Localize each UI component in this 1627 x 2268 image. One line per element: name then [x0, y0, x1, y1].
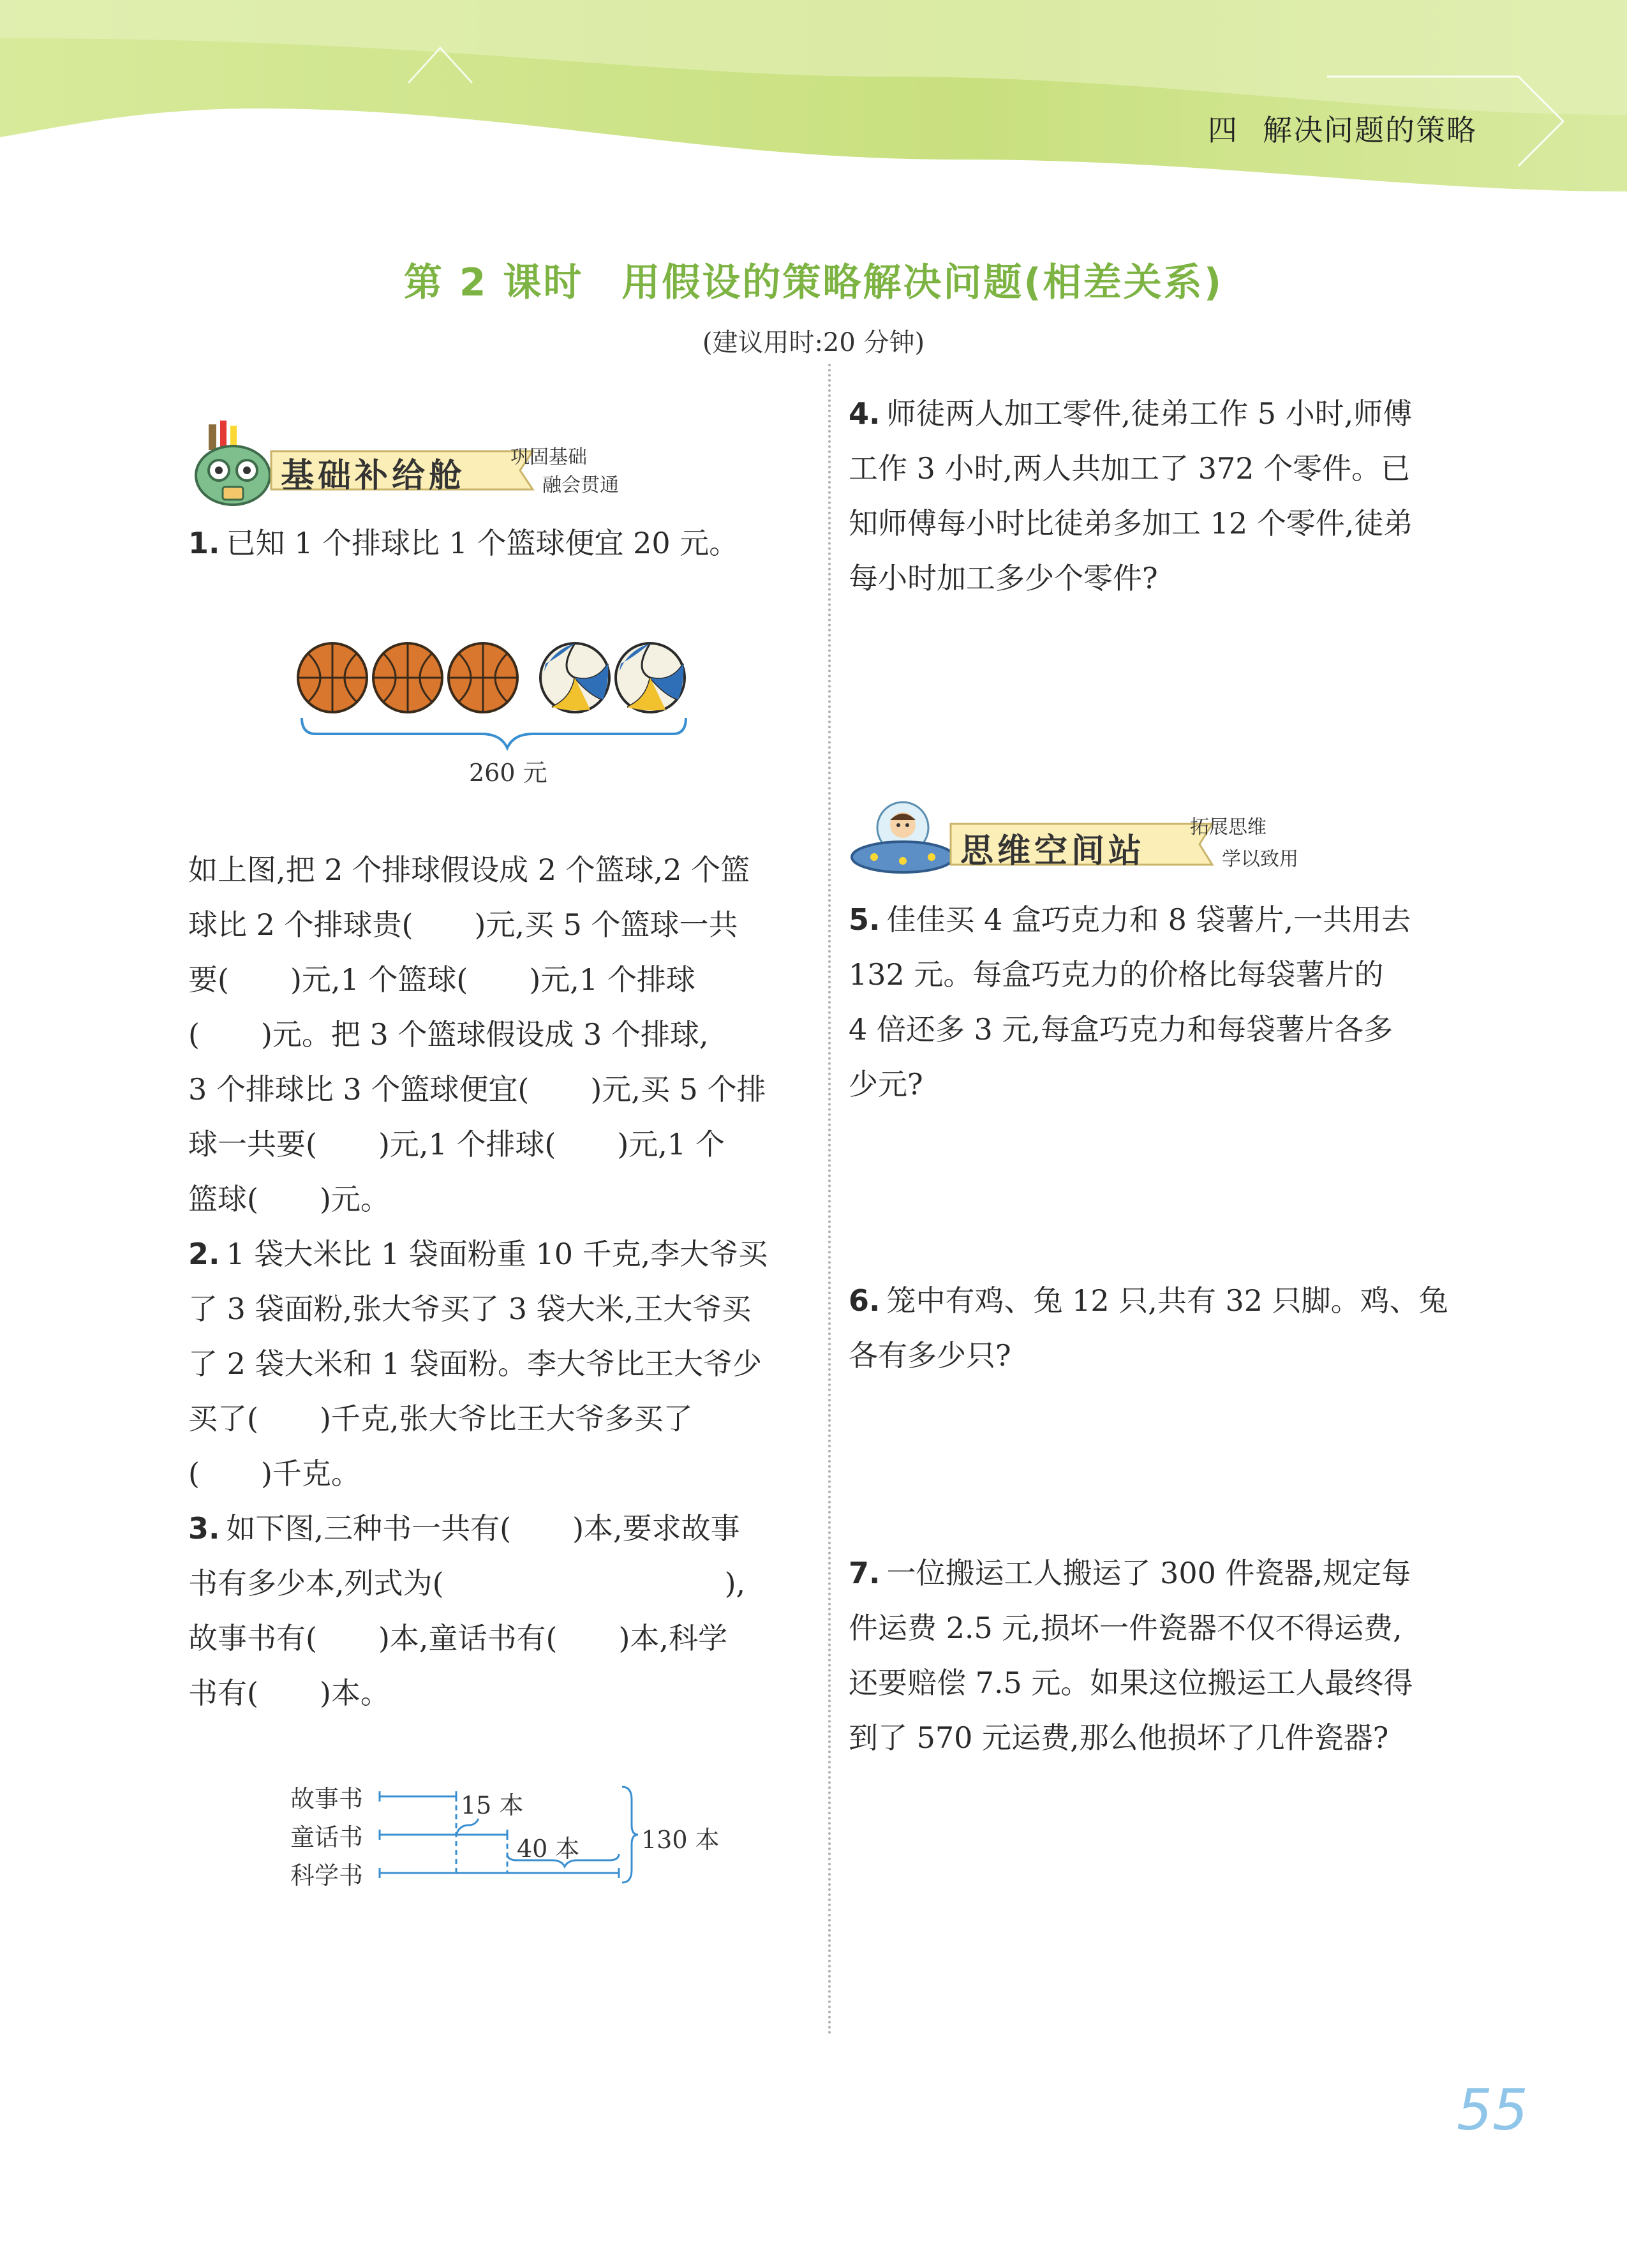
section-title-extend: 思维空间站 — [960, 832, 1146, 870]
question-1-stem — [188, 516, 814, 571]
question-7 — [849, 1546, 1474, 1765]
book-label-fairytales: 童话书 — [290, 1823, 364, 1851]
diff-label-40: 40 本 — [517, 1835, 580, 1863]
question-text: 已知 1 个排球比 1 个篮球便宜 20 元。 — [226, 526, 739, 560]
q5-line: 4 倍还多 3 元,每盒巧克力和每袋薯片各多 — [849, 1012, 1393, 1047]
section-title-basic: 基础补给舱 — [281, 457, 466, 495]
header-wave-band — [0, 0, 1627, 211]
question-number: 1. — [188, 526, 220, 560]
robot-mascot-icon — [188, 418, 278, 507]
q3-line: 书有多少本,列式为( ), — [188, 1566, 746, 1600]
chapter-number: 四 — [1208, 113, 1238, 147]
volleyball-icon — [540, 643, 609, 712]
q3-line: 书有( )本。 — [188, 1676, 390, 1710]
q1-line: 球比 2 个排球贵( )元,买 5 个篮球一共 — [188, 907, 738, 942]
lesson-number: 第 2 课时 — [403, 260, 584, 305]
q1-line: 如上图,把 2 个排球假设成 2 个篮球,2 个篮 — [188, 853, 750, 887]
question-3 — [188, 1501, 814, 1720]
total-price-label: 260 元 — [469, 759, 547, 787]
total-brace — [302, 718, 686, 748]
basketball-icon — [373, 643, 442, 712]
book-label-science: 科学书 — [290, 1861, 364, 1890]
lesson-title — [0, 252, 1627, 307]
q1-line: 3 个排球比 3 个篮球便宜( )元,买 5 个排 — [188, 1072, 766, 1107]
basketball-icon — [449, 643, 517, 712]
basketball-icon — [298, 643, 367, 712]
q2-line: 2. 1 袋大米比 1 袋面粉重 10 千克,李大爷买 — [188, 1237, 768, 1271]
q4-line: 工作 3 小时,两人共加工了 372 个零件。已 — [849, 451, 1411, 486]
q2-line: 了 3 袋面粉,张大爷买了 3 袋大米,王大爷买 — [188, 1292, 752, 1326]
q5-line: 5. 佳佳买 4 盒巧克力和 8 袋薯片,一共用去 — [849, 902, 1411, 937]
section-subtitle-2: 融会贯通 — [542, 474, 619, 496]
section-subtitle-1: 巩固基础 — [510, 446, 587, 468]
book-label-stories: 故事书 — [290, 1785, 364, 1813]
chapter-title: 解决问题的策略 — [1263, 113, 1477, 147]
page-number: 55 — [1457, 2077, 1528, 2143]
q6-line: 6. 笼中有鸡、兔 12 只,共有 32 只脚。鸡、兔 — [849, 1283, 1448, 1318]
suggested-time: (建议用时:20 分钟) — [702, 328, 925, 357]
q1-line: 篮球( )元。 — [188, 1182, 390, 1216]
question-6 — [849, 1273, 1474, 1383]
q7-line: 件运费 2.5 元,损坏一件瓷器不仅不得运费, — [849, 1611, 1402, 1645]
q1-line: 球一共要( )元,1 个排球( )元,1 个 — [188, 1127, 725, 1161]
question-5 — [849, 892, 1474, 1112]
question-4 — [849, 386, 1474, 606]
q5-line: 132 元。每盒巧克力的价格比每袋薯片的 — [849, 957, 1384, 992]
q5-line: 少元? — [849, 1067, 923, 1101]
q7-line: 7. 一位搬运工人搬运了 300 件瓷器,规定每 — [849, 1556, 1411, 1590]
diff-label-15: 15 本 — [461, 1791, 524, 1819]
q4-line: 知师傅每小时比徒弟多加工 12 个零件,徒弟 — [849, 506, 1413, 541]
q3-line: 3. 如下图,三种书一共有( )本,要求故事 — [188, 1511, 740, 1546]
q4-line: 每小时加工多少个零件? — [849, 561, 1158, 595]
section-subtitle-2: 学以致用 — [1222, 848, 1298, 870]
section-badge-extend — [849, 795, 1359, 890]
lesson-topic: 用假设的策略解决问题(相差关系) — [621, 260, 1224, 305]
q1-line: 要( )元,1 个篮球( )元,1 个排球 — [188, 962, 695, 997]
question-1-body — [188, 842, 814, 1227]
question-2 — [188, 1227, 814, 1501]
chapter-heading — [1208, 107, 1477, 149]
q3-line: 故事书有( )本,童话书有( )本,科学 — [188, 1621, 728, 1655]
q6-line: 各有多少只? — [849, 1338, 1011, 1373]
q1-line: ( )元。把 3 个篮球假设成 3 个排球, — [188, 1017, 709, 1052]
volleyball-icon — [616, 643, 685, 712]
section-subtitle-1: 拓展思维 — [1190, 816, 1267, 839]
total-books-label: 130 本 — [641, 1826, 720, 1854]
q7-line: 还要赔偿 7.5 元。如果这位搬运工人最终得 — [849, 1666, 1413, 1700]
q7-line: 到了 570 元运费,那么他损坏了几件瓷器? — [849, 1720, 1389, 1755]
column-divider — [828, 364, 831, 2036]
q2-line: 了 2 袋大米和 1 袋面粉。李大爷比王大爷少 — [188, 1347, 762, 1381]
q2-line: ( )千克。 — [188, 1456, 360, 1491]
section-badge-basic — [188, 418, 673, 507]
q4-line: 4. 师徒两人加工零件,徒弟工作 5 小时,师傅 — [849, 396, 1413, 431]
q2-line: 买了( )千克,张大爷比王大爷多买了 — [188, 1401, 693, 1436]
ufo-mascot-icon — [849, 795, 957, 884]
